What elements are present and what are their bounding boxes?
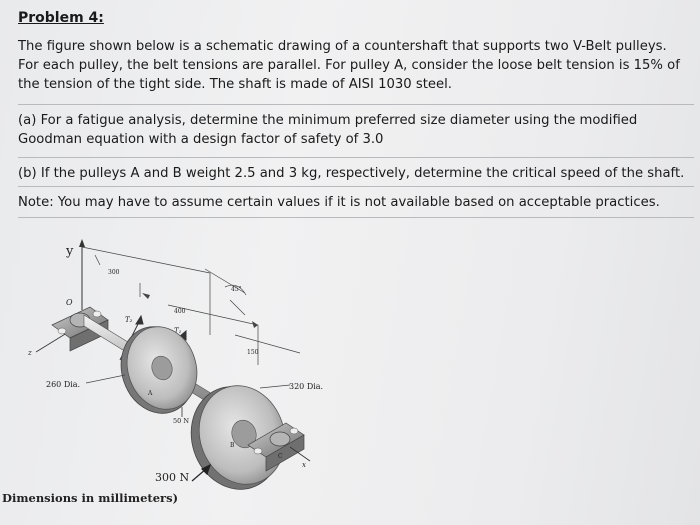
problem-intro: The figure shown below is a schematic drawing of a countershaft that supports two V-Belt pulleys. For each pulley, the belt tensions are parallel. For pulley A, consider the loose belt tension is 15% of the tension of the tight side. The shaft is made of AISI 1030 steel. (18, 39, 680, 92)
y-axis-label: y (66, 244, 74, 259)
pulley-a-diameter: 260 Dia. (46, 380, 81, 389)
pulley-a-label: A (148, 390, 153, 397)
pulley-a (110, 317, 207, 423)
bearing-c-label: C (278, 453, 283, 460)
tension-t1-label: T₁ (174, 327, 182, 335)
x-axis-label: x (302, 461, 306, 469)
divider (18, 157, 694, 158)
z-axis-label: z (28, 349, 32, 357)
countershaft-figure (0, 225, 700, 525)
tension-t2-label: T₂ (125, 316, 133, 324)
dimension-400: 400 (174, 308, 186, 315)
figure-caption: Dimensions in millimeters) (2, 491, 179, 505)
part-b-text: (b) If the pulleys A and B weight 2.5 and 3 kg, respectively, determine the critical speed of the shaft. (18, 166, 685, 181)
divider (18, 217, 694, 218)
force-300n-label: 300 N (155, 471, 190, 484)
origin-label: O (66, 298, 73, 307)
problem-title: Problem 4: (18, 10, 104, 26)
divider (18, 104, 694, 105)
divider (18, 186, 694, 187)
pulley-b-label: B (230, 442, 235, 449)
force-50n-label: 50 N (173, 417, 190, 425)
note-text: Note: You may have to assume certain values if it is not available based on acceptable practices. (18, 195, 660, 210)
dimension-150: 150 (247, 349, 259, 356)
part-a-text: (a) For a fatigue analysis, determine the minimum preferred size diameter using the modified Goodman equation with a design factor of safety of 3.0 (18, 113, 638, 147)
dimension-300: 300 (108, 269, 120, 276)
dimension-lines (82, 247, 300, 365)
pulley-b-diameter: 320 Dia. (289, 382, 324, 391)
angle-45: 45° (231, 286, 242, 293)
force-300n-arrow (192, 465, 210, 481)
